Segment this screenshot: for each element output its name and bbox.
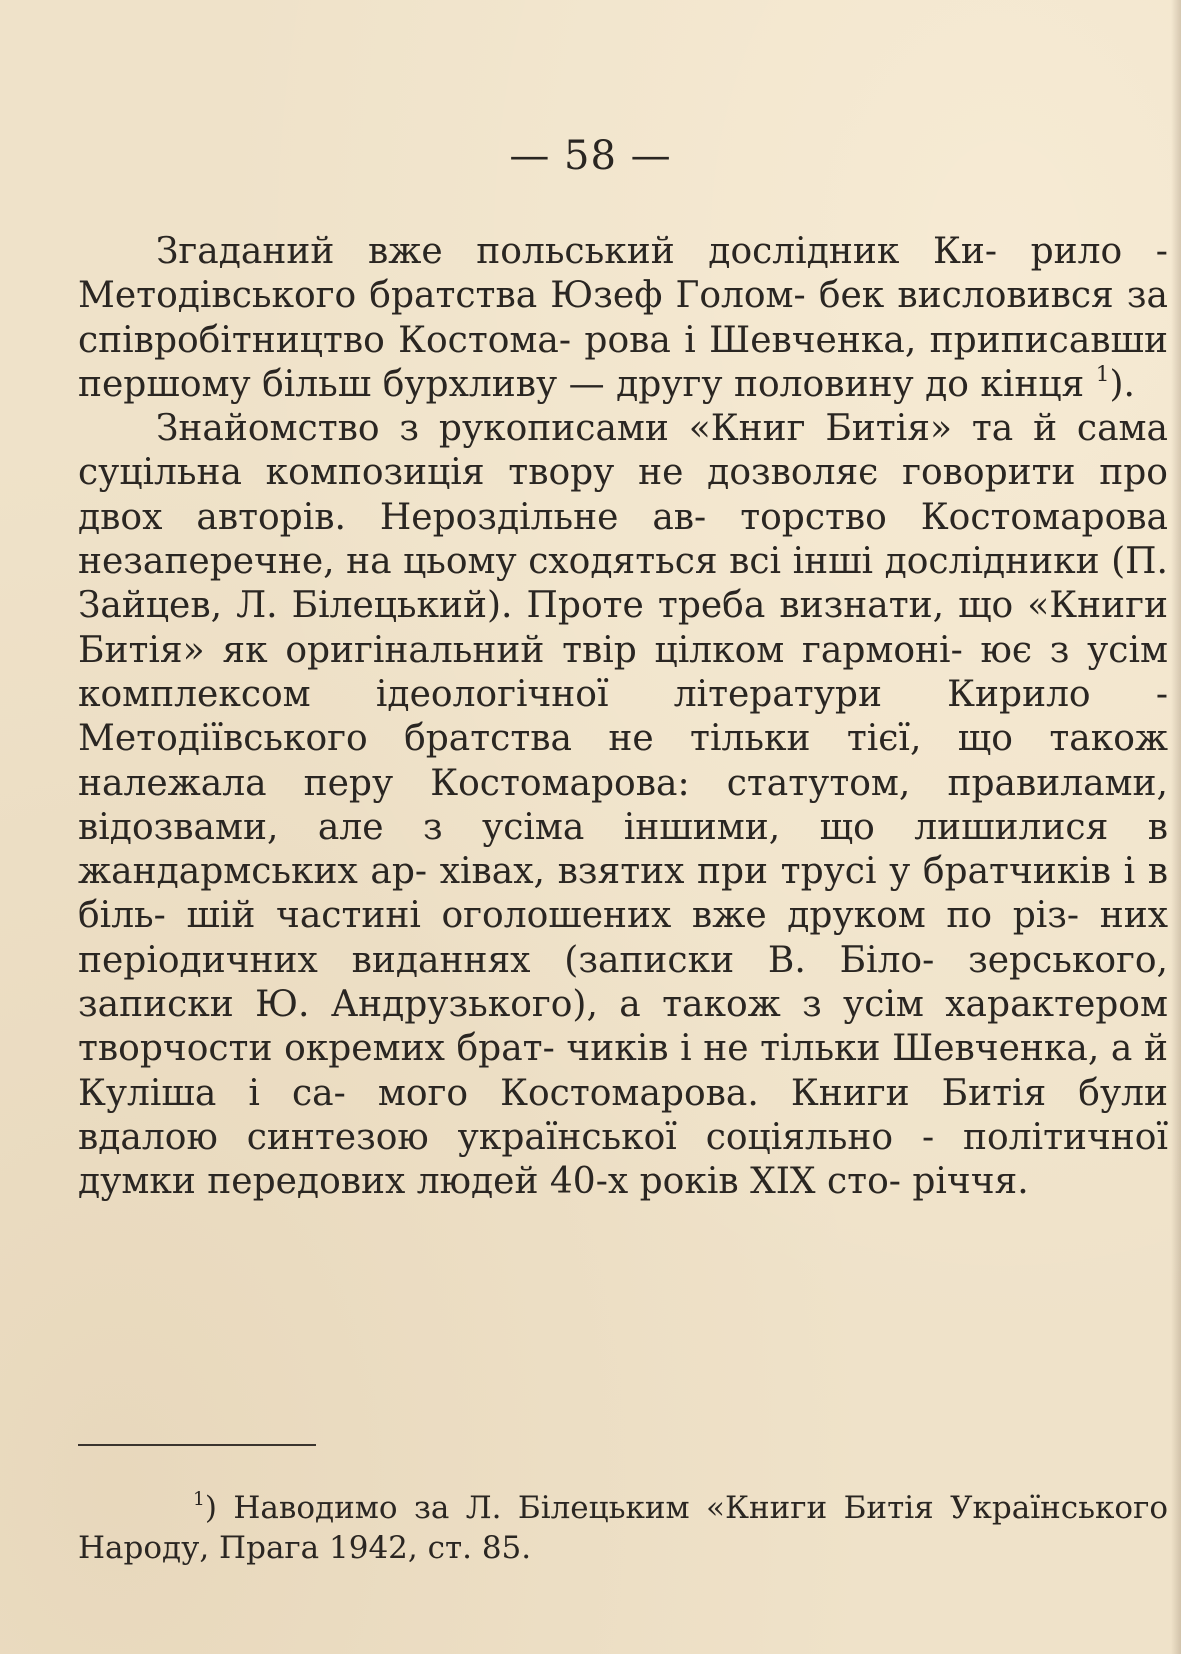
footnote — [78, 1488, 1168, 1568]
text-line: річчя. — [912, 1161, 1029, 1203]
text-line: говорити про двох авторів. Нероздільне ав- — [78, 452, 1168, 538]
footnote-reference: 1 — [1095, 361, 1110, 387]
text-line: статутом, правилами, відозвами, але з усіма — [78, 762, 1168, 848]
text-line: сходяться всі інші дослідники (П. Зайцев, Л. — [78, 541, 1168, 627]
text-line: хівах, взятих при трусі у братчиків і в біль- — [78, 851, 1168, 937]
text-line: ює з усім комплексом ідеологічної літератури — [78, 629, 1168, 715]
text-line: тієї, що також належала перу Костомарова: — [78, 718, 1168, 804]
paragraph-2 — [78, 407, 1168, 1204]
page-edge-shadow — [1171, 0, 1181, 1654]
text-line: торство Костомарова незаперечне, на цьому — [78, 496, 1168, 583]
page-number: — 58 — — [509, 133, 672, 179]
text-line: з усім характером творчости окремих брат- — [78, 984, 1168, 1070]
text-line: синтезою української соціяльно - політичної — [246, 1116, 1168, 1158]
paragraph-1 — [78, 230, 1168, 407]
text-line: іншими, що лишилися в жандармських ар- — [78, 806, 1168, 893]
text-line: рило - Методівського братства Юзеф Голом- — [78, 231, 1168, 317]
text-line: чиків і не тільки Шевченка, а й Куліша і са- — [78, 1028, 1169, 1114]
text-line: зерського, записки Ю. Андрузького), а також — [78, 939, 1168, 1026]
footnote-divider — [78, 1444, 316, 1446]
text-line: мого Костомарова. Книги Битія були вдалою — [78, 1072, 1168, 1158]
main-text — [78, 230, 1168, 1205]
text-line: Згаданий вже польський дослідник Ки- — [156, 231, 997, 272]
text-line: рова і Шевченка, приписавши першому більш — [78, 319, 1169, 405]
text-line: думки передових людей 40-х років XIX сто- — [78, 1161, 901, 1203]
text-line: Білецький). Проте треба визнати, що «Книги — [291, 585, 1168, 627]
text-line: й сама суцільна композиція твору не дозволяє — [78, 408, 1168, 494]
text-line: Знайомство з рукописами «Книг Битія» та — [156, 408, 1014, 450]
footnote-marker: 1 — [193, 1488, 205, 1510]
text-line: бек висловився за співробітництво Костома- — [78, 275, 1168, 361]
text-line: них періодичних виданнях (записки В. Біло- — [78, 895, 1168, 981]
text-line: Битія» як оригінальний твір цілком гармоні- — [78, 629, 963, 671]
text-line: бурхливу — другу половину до кінця — [382, 363, 1085, 405]
text-line: Кирило - Методіївського братства не тільки — [78, 673, 1168, 760]
text-line: шій частині оголошених вже друком по різ- — [186, 895, 1080, 937]
footnote-text: ) Наводимо за Л. Білецьким «Книги Битія Українського Народу, Прага 1942, ст. 85. — [78, 1490, 1168, 1566]
text-line-tail: ). — [1109, 363, 1135, 405]
